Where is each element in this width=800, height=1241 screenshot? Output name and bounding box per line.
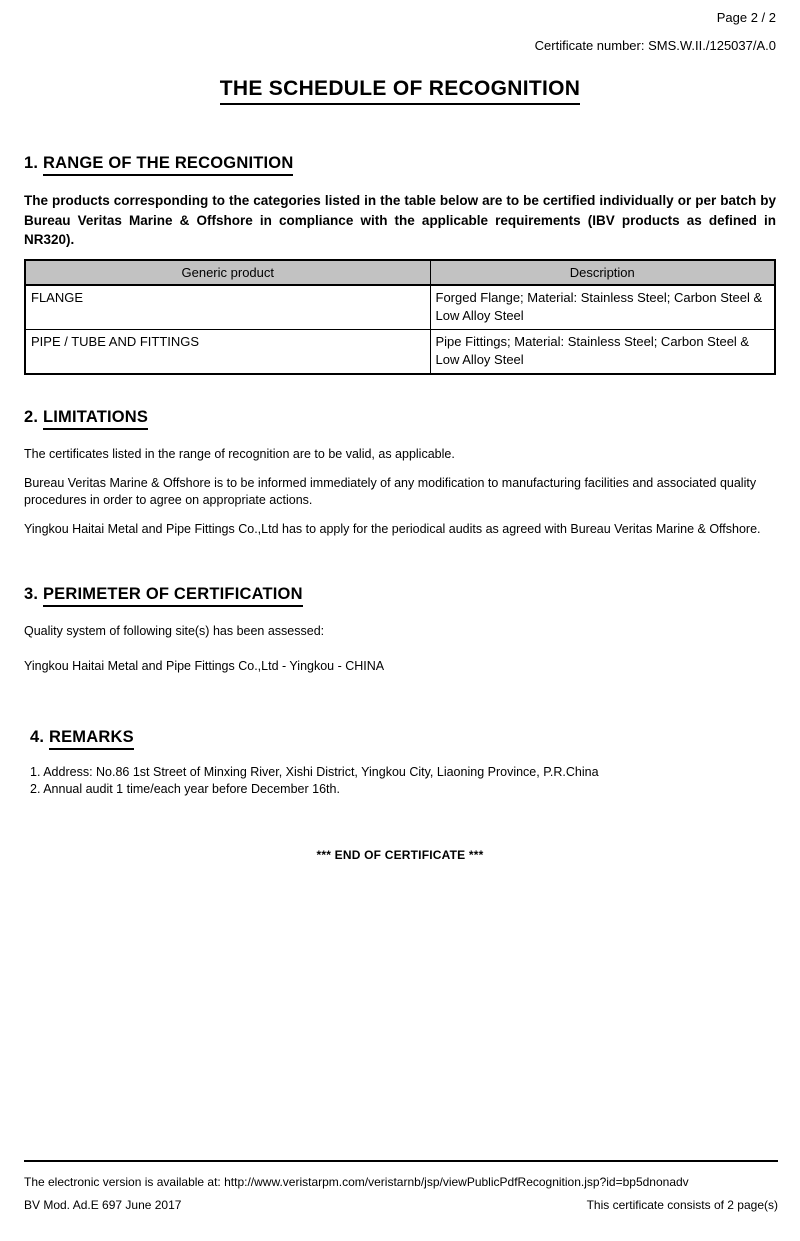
perimeter-assessed-line: Quality system of following site(s) has been assessed: [24, 623, 325, 638]
range-intro-paragraph: The products corresponding to the categories listed in the table below are to be certified individually or per batch by Bureau Veritas Marine & Offshore in compliance with the applicable requirements (IBV products as defined in NR320). [24, 193, 776, 247]
document-title-text: THE SCHEDULE OF RECOGNITION [220, 77, 580, 105]
cell-description: Pipe Fittings; Material: Stainless Steel; Carbon Steel & Low Alloy Steel [430, 329, 775, 374]
column-header-description: Description [430, 260, 775, 285]
page-count-note: This certificate consists of 2 page(s) [586, 1198, 778, 1212]
page-footer [24, 1160, 778, 1212]
remarks-list [30, 764, 776, 798]
section-perimeter-heading [24, 584, 776, 607]
section-perimeter-of-certification [24, 584, 776, 675]
cell-generic-product: PIPE / TUBE AND FITTINGS [25, 329, 430, 374]
limitations-paragraph: The certificates listed in the range of recognition are to be valid, as applicable. [24, 446, 455, 461]
electronic-version-note: The electronic version is available at: http://www.veristarpm.com/veristarnb/jsp/viewPublicPdfRecognition.jsp?id=bp5dnonadv [24, 1175, 689, 1189]
section-remarks-heading-text: REMARKS [49, 727, 134, 750]
cell-generic-product: FLANGE [25, 285, 430, 330]
certificate-number: Certificate number: SMS.W.II./125037/A.0 [534, 38, 776, 53]
remark-item-address: 1. Address: No.86 1st Street of Minxing River, Xishi District, Yingkou City, Liaoning Province, P.R.China [30, 764, 599, 779]
document-title [24, 77, 776, 105]
section-range-heading [24, 153, 776, 176]
section-range-heading-text: RANGE OF THE RECOGNITION [43, 153, 293, 176]
limitations-paragraph: Yingkou Haitai Metal and Pipe Fittings Co.,Ltd has to apply for the periodical audits as agreed with Bureau Veritas Marine & Offshore. [24, 521, 761, 536]
section-limitations-number: 2. [24, 407, 39, 426]
cell-description: Forged Flange; Material: Stainless Steel; Carbon Steel & Low Alloy Steel [430, 285, 775, 330]
section-perimeter-number: 3. [24, 584, 39, 603]
section-limitations-heading [24, 407, 776, 430]
remark-item-annual-audit: 2. Annual audit 1 time/each year before December 16th. [30, 781, 340, 796]
section-perimeter-heading-text: PERIMETER OF CERTIFICATION [43, 584, 303, 607]
table-row-pipe-tube-fittings [25, 329, 775, 374]
section-limitations-heading-text: LIMITATIONS [43, 407, 148, 430]
end-of-certificate-marker: *** END OF CERTIFICATE *** [316, 847, 484, 862]
section-limitations [24, 407, 776, 538]
section-remarks-heading [30, 727, 776, 750]
page-number: Page 2 / 2 [716, 10, 776, 25]
products-table [24, 259, 776, 375]
form-reference: BV Mod. Ad.E 697 June 2017 [24, 1198, 182, 1212]
limitations-paragraph: Bureau Veritas Marine & Offshore is to be informed immediately of any modification to manufacturing facilities and associated quality procedures in order to agree on appropriate actions. [24, 475, 757, 507]
column-header-generic-product: Generic product [25, 260, 430, 285]
section-range-number: 1. [24, 154, 39, 172]
section-remarks-number: 4. [30, 727, 45, 746]
section-remarks [24, 727, 776, 798]
products-table-header-row [25, 260, 775, 285]
table-row-flange [25, 285, 775, 330]
section-range-of-recognition [24, 153, 776, 375]
footer-bottom-row [24, 1198, 778, 1212]
perimeter-site-line: Yingkou Haitai Metal and Pipe Fittings Co.,Ltd - Yingkou - CHINA [24, 658, 385, 673]
